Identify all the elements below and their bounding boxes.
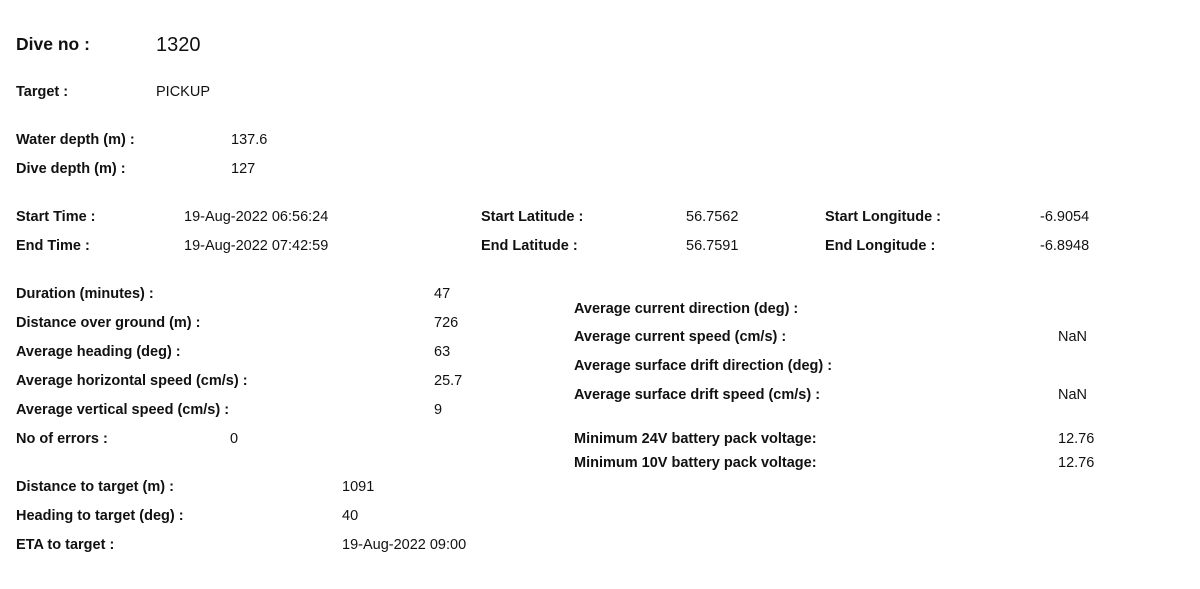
battery-10v-label: Minimum 10V battery pack voltage: — [574, 455, 817, 471]
battery-10v-value: 12.76 — [1058, 455, 1095, 471]
end-time-value: 19-Aug-2022 07:42:59 — [184, 238, 329, 254]
distance-to-target-label: Distance to target (m) : — [16, 479, 174, 495]
battery-24v-value: 12.76 — [1058, 431, 1095, 447]
average-horizontal-speed-label: Average horizontal speed (cm/s) : — [16, 373, 248, 389]
dive-depth-value: 127 — [231, 161, 256, 177]
end-latitude-value: 56.7591 — [686, 238, 739, 254]
errors-label: No of errors : — [16, 431, 108, 447]
start-time-label: Start Time : — [16, 209, 96, 225]
dive-no-value: 1320 — [156, 34, 201, 56]
start-latitude-label: Start Latitude : — [481, 209, 584, 225]
surface-drift-speed-label: Average surface drift speed (cm/s) : — [574, 387, 821, 403]
average-vertical-speed-label: Average vertical speed (cm/s) : — [16, 402, 230, 418]
target-value: PICKUP — [156, 84, 210, 100]
duration-label: Duration (minutes) : — [16, 286, 154, 302]
eta-to-target-value: 19-Aug-2022 09:00 — [342, 537, 467, 553]
surface-drift-speed-value: NaN — [1058, 387, 1088, 403]
heading-to-target-label: Heading to target (deg) : — [16, 508, 184, 524]
start-longitude-value: -6.9054 — [1040, 209, 1090, 225]
end-latitude-label: End Latitude : — [481, 238, 578, 254]
distance-to-target-value: 1091 — [342, 479, 375, 495]
average-vertical-speed-value: 9 — [434, 402, 443, 418]
current-speed-label: Average current speed (cm/s) : — [574, 329, 787, 345]
current-speed-value: NaN — [1058, 329, 1088, 345]
dive-no-label: Dive no : — [16, 34, 90, 54]
current-direction-label: Average current direction (deg) : — [574, 301, 799, 317]
dive-depth-label: Dive depth (m) : — [16, 161, 126, 177]
heading-to-target-value: 40 — [342, 508, 359, 524]
target-label: Target : — [16, 84, 69, 100]
average-horizontal-speed-value: 25.7 — [434, 373, 463, 389]
eta-to-target-label: ETA to target : — [16, 537, 115, 553]
average-heading-label: Average heading (deg) : — [16, 344, 181, 360]
distance-over-ground-value: 726 — [434, 315, 459, 331]
duration-value: 47 — [434, 286, 451, 302]
distance-over-ground-label: Distance over ground (m) : — [16, 315, 201, 331]
water-depth-label: Water depth (m) : — [16, 132, 135, 148]
end-time-label: End Time : — [16, 238, 90, 254]
start-latitude-value: 56.7562 — [686, 209, 739, 225]
errors-value: 0 — [230, 431, 239, 447]
end-longitude-value: -6.8948 — [1040, 238, 1090, 254]
end-longitude-label: End Longitude : — [825, 238, 936, 254]
surface-drift-direction-label: Average surface drift direction (deg) : — [574, 358, 833, 374]
start-longitude-label: Start Longitude : — [825, 209, 941, 225]
start-time-value: 19-Aug-2022 06:56:24 — [184, 209, 329, 225]
average-heading-value: 63 — [434, 344, 451, 360]
battery-24v-label: Minimum 24V battery pack voltage: — [574, 431, 817, 447]
water-depth-value: 137.6 — [231, 132, 268, 148]
